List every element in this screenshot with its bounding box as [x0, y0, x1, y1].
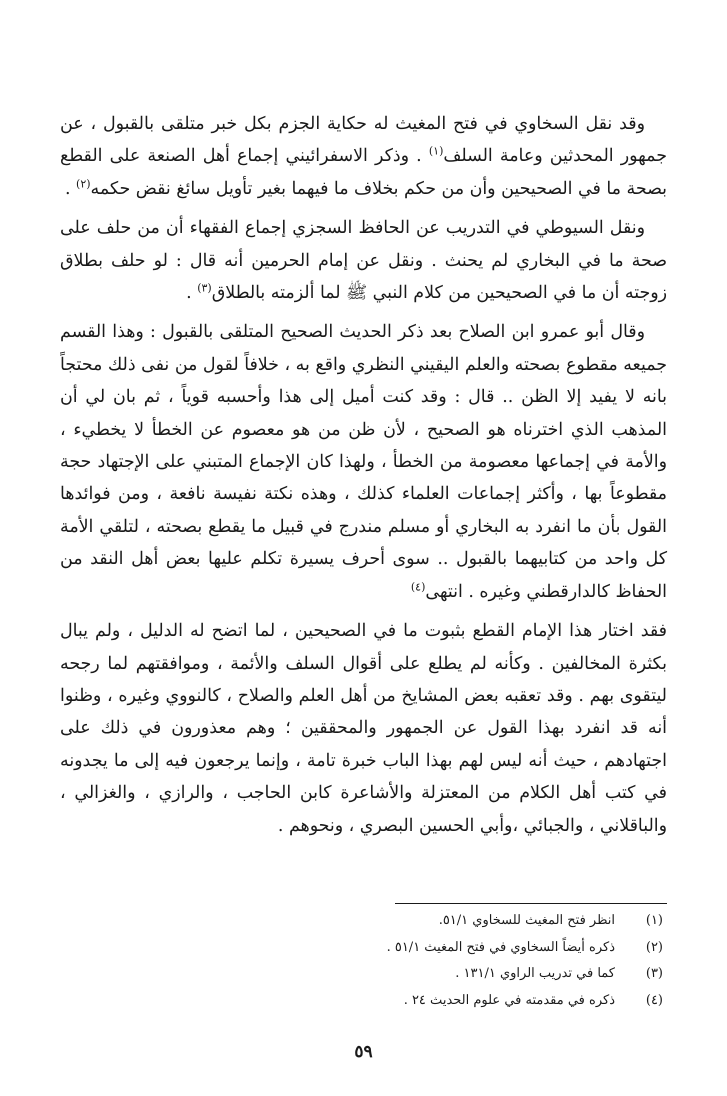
- paragraph-text: ونقل السيوطي في التدريب عن الحافظ السجزي إجماع الفقهاء أن من حلف على صحة ما في البخاري لم يحنث . ونقل عن إمام الحرمين أنه قال : لو حلف بطلاق زوجته أن ما في الصحيحين من كلام النبي ﷺ لما ألزمته بالطلاق: [60, 218, 667, 304]
- footnote-number: (٤): [645, 992, 663, 1008]
- paragraph-text: . وذكر الاسفرائيني إجماع أهل الصنعة على القطع بصحة ما في الصحيحين وأن من حكم بخلاف ما فيهما بغير تأويل سائغ نقض حكمه: [60, 146, 667, 199]
- footnote-text: كما في تدريب الراوي ١٣١/١ .: [455, 966, 615, 981]
- paragraph-text: .: [64, 178, 77, 199]
- page-number: ٥٩: [354, 1042, 373, 1062]
- footnote-number: (١): [645, 913, 663, 928]
- footnote-item: [107, 988, 667, 1015]
- footnote-number: (٣): [645, 966, 663, 981]
- main-text: [60, 108, 667, 849]
- footnote-text: ذكره في مقدمته في علوم الحديث ٢٤ .: [403, 992, 615, 1008]
- paragraph-4: [60, 615, 667, 842]
- paragraph-text: وقد نقل السخاوي في فتح المغيث له حكاية الجزم بكل خبر متلقى بالقبول ، عن جمهور المحدثين وعامة السلف: [60, 114, 667, 167]
- paragraph-2: [60, 212, 667, 309]
- footnote-text: ذكره أيضاً السخاوي في فتح المغيث ٥١/١ .: [386, 939, 615, 955]
- footnotes: [107, 908, 667, 1014]
- footnote-item: [107, 935, 667, 962]
- footnote-marker-2: (٢): [76, 177, 91, 191]
- footnote-text: انظر فتح المغيث للسخاوي ٥١/١.: [438, 913, 615, 928]
- footnote-number: (٢): [645, 939, 663, 955]
- footnote-divider: [395, 903, 667, 904]
- paragraph-1: [60, 108, 667, 205]
- paragraph-text: فقد اختار هذا الإمام القطع بثبوت ما في الصحيحين ، لما اتضح له الدليل ، ولم يبال بكثرة المخالفين . وكأنه لم يطلع على أقوال السلف والأئمة ، وموافقتهم لما رجحه ليتقوى بهم . وقد تعقبه بعض المشايخ من أهل العلم والصلاح ، كالنووي وغيره ، وظنوا أنه قد انفرد بهذا القول عن الجمهور والمحققين ؛ وهم معذورون في ذلك على اجتهادهم ، حيث أنه ليس لهم بهذا الباب خبرة تامة ، وإنما يرجعون فيه إلى ما يجدونه في كتب أهل الكلام من المعتزلة والأشاعرة كابن الحاجب ، والرازي ، والغزالي ، والباقلاني ، والجبائي ،وأبي الحسين البصري ، ونحوهم .: [60, 621, 667, 836]
- paragraph-3: [60, 316, 667, 608]
- footnote-marker-3: (٣): [197, 281, 212, 295]
- paragraph-text: وقال أبو عمرو ابن الصلاح بعد ذكر الحديث الصحيح المتلقى بالقبول : وهذا القسم جميعه مقطوع بصحته والعلم اليقيني النظري واقع به ، خلافاً لقول من نفى ذلك محتجاً بانه لا يفيد إلا الظن .. قال : وقد كنت أميل إلى هذا وأحسبه قوياً ، ثم بان لي أن المذهب الذي اخترناه هو الصحيح ، لأن ظن من هو معصوم عن الخطأ لا يخطيء ، والأمة في إجماعها معصومة من الخطأ ، ولهذا كان الإجماع المتبني على الإجتهاد حجة مقطوعاً بها ، وأكثر إجماعات العلماء كذلك ، وهذه نكتة نفيسة نافعة ، ومن فوائدها القول بأن ما انفرد به البخاري أو مسلم مندرج في قبيل ما يقطع بصحته ، لتلقي الأمة كل واحد من كتابيهما بالقبول .. سوى أحرف يسيرة تكلم عليها بعض أهل النقد من الحفاظ كالدارقطني وغيره . انتهى: [60, 322, 667, 602]
- paragraph-text: .: [186, 283, 198, 304]
- footnote-marker-1: (١): [428, 144, 444, 158]
- footnote-item: [107, 908, 667, 935]
- footnote-marker-4: (٤): [410, 580, 426, 594]
- footnote-item: [107, 961, 667, 988]
